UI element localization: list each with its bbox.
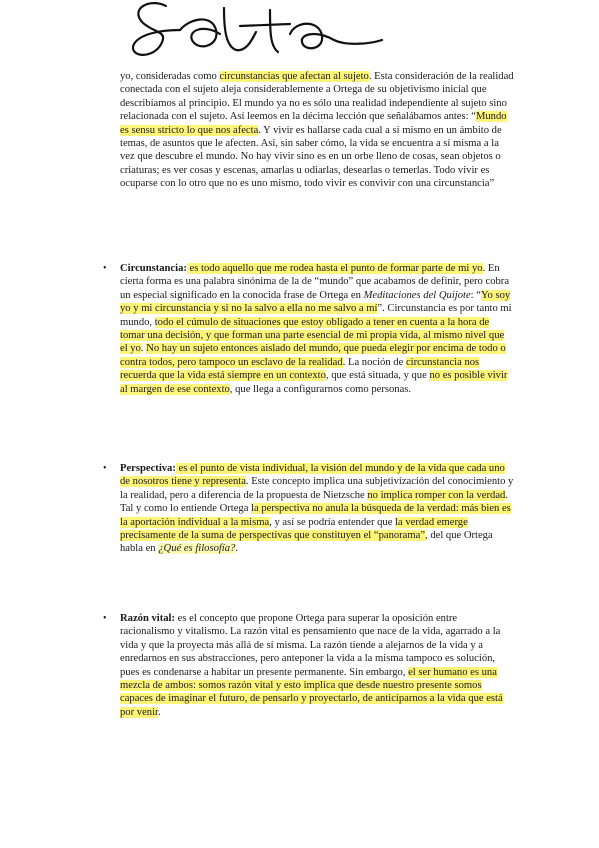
circ-text-n: , que llega a configurarnos como personas. <box>229 383 412 395</box>
persp-text-h: , del que Ortega habla en <box>120 530 493 555</box>
circ-highlight-5: no es posible vivir al margen de ese contexto <box>120 370 508 395</box>
persp-book-title: ¿Qué es filosofía? <box>158 543 236 555</box>
bullet-razon-vital: • <box>103 613 107 624</box>
persp-text-j: . <box>235 543 239 555</box>
circ-book-title: Meditaciones del Quijote <box>363 289 471 301</box>
persp-highlight-3: la perspectiva no anula la búsqueda de la verdad: más bien es la aportación individual a la misma <box>120 503 511 528</box>
persp-text-f: , y así se podría entender que <box>269 516 396 528</box>
circ-highlight-3: No hay un sujeto entonces aislado del mundo, que pueda elegir por encima de todo o contra todos, pero tampoco un esclavo de la realidad <box>120 343 506 368</box>
intro-highlight-2: Mundo es sensu stricto lo que nos afecta <box>120 111 507 136</box>
definition-razon-vital <box>120 612 514 719</box>
persp-text-b: . Este concepto implica una subjetivización del conocimiento y la realidad, pero a diferencia de la propuesta de Nietzsche <box>120 476 514 501</box>
persp-text-d: . Tal y como lo entiende Ortega <box>120 489 508 515</box>
circ-highlight-2: todo el cúmulo de situaciones que estoy obligado a tener en cuenta a la hora de tomar una decisión, y que forman una parte esencial de mi propia vida, al mismo nivel que el yo <box>120 316 505 355</box>
circ-highlight-1: es todo aquello que me rodea hasta el punto de formar parte de mi yo <box>186 263 483 274</box>
circ-highlight-4: circunstancia nos recuerda que la vida está siempre en un contexto <box>120 356 480 382</box>
term-razon-vital: Razón vital: <box>120 613 176 624</box>
definition-circunstancia <box>120 262 514 396</box>
persp-highlight-4: la verdad emerge precisamente de la suma de perspectivas que constituyen el “panorama” <box>120 516 468 542</box>
intro-text-e: . Y vivir es hallarse cada cual a sí mismo en un ámbito de temas, de asuntos que le afecten. Así, sin saber cómo, la vida se encuentra a sí misma a la vez que descubre el mundo. No hay vivir sino es en un orbe lleno de cosas, sean objetos o criaturas; es ver cosas y escenas, amarlas u odiarlas, desearlas o temerlas. Todo vivir es ocuparse con lo otro que no es uno mismo, todo vivir es convivir con una circunstancia” <box>120 124 502 190</box>
circ-text-d: : “ <box>470 289 481 301</box>
intro-text-c: . Esta consideración de la realidad conectada con el sujeto aleja considerablemente a Ortega de su objetivismo inicial que describíamos al principio. El mundo ya no es sólo una realidad independiente al sujeto sino relacionada con el sujeto. Así leemos en la décima lección que señalábamos antes: “ <box>120 71 514 123</box>
term-perspectiva: Perspectiva: <box>120 463 176 474</box>
intro-paragraph <box>120 70 514 191</box>
circ-text-l: , que está situada, y que <box>325 370 430 382</box>
term-circunstancia: Circunstancia: <box>120 263 187 274</box>
intro-text-a: yo, consideradas como <box>120 71 220 82</box>
bullet-perspectiva: • <box>103 463 107 474</box>
circ-text-h: . <box>140 343 147 355</box>
razon-highlight-1: el ser humano es una mezcla de ambos: somos razón vital y esto implica que desde nuestro presente somos capaces de imaginar el futuro, de pensarlo y proyectarlo, de anticiparnos a la vida que está por venir <box>120 666 503 718</box>
persp-highlight-2: no implica romper con la verdad <box>367 489 506 501</box>
bullet-circunstancia: • <box>103 263 107 274</box>
handwritten-signature <box>120 0 400 64</box>
intro-highlight-1: circunstancias que afectan al sujeto <box>219 71 369 82</box>
razon-text-a: es el concepto que propone Ortega para superar la oposición entre racionalismo y vitalismo. La razón vital es pensamiento que nace de la vida, agarrado a la vida y que la proyecta más allá de sí misma. La razón tiende a alejarnos de la vida y a enredarnos en sus abstracciones, pero anteponer la vida a la misma tampoco es solución, pues es condenarse a habitar un presente permanente. Sin embargo, <box>120 613 501 678</box>
definition-perspectiva <box>120 462 514 556</box>
circ-highlight-quote: Yo soy yo y mi circunstancia y si no la salvo a ella no me salvo a mí <box>120 289 511 315</box>
circ-text-j: . La noción de <box>342 356 406 368</box>
razon-text-c: . <box>157 706 161 718</box>
circ-text-f: ”. Circunstancia es por tanto mi mundo, <box>120 303 512 328</box>
circ-text-b: . En cierta forma es una palabra sinónima de la de “mundo” que acabamos de definir, pero cobra un especial significado en la conocida frase de Ortega en <box>120 263 510 301</box>
persp-highlight-1: es el punto de vista individual, la visión del mundo y de la vida que cada uno de nosotros tiene y representa <box>120 463 505 488</box>
